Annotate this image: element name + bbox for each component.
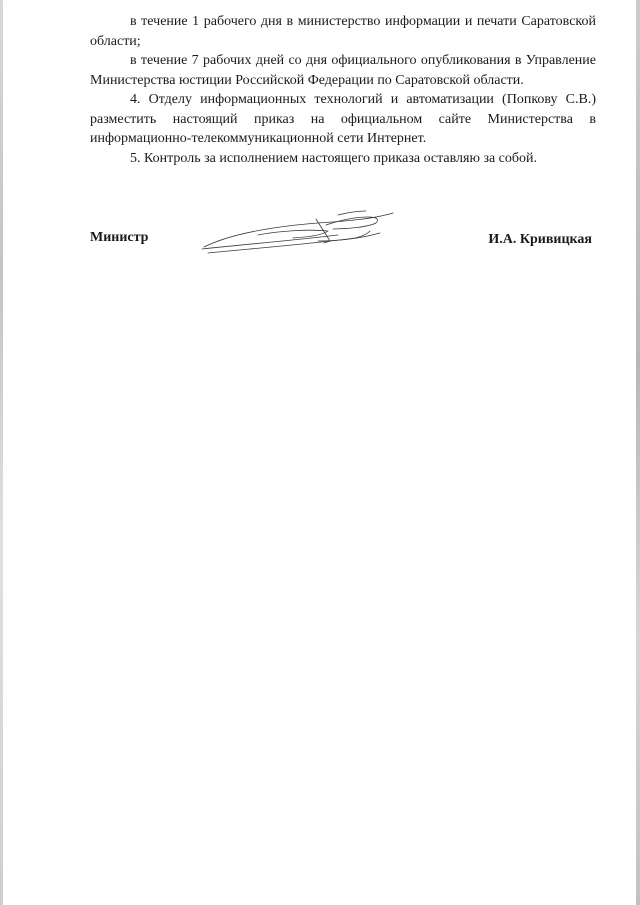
- paragraph-item-5: 5. Контроль за исполнением настоящего приказа оставляю за собой.: [130, 150, 538, 166]
- signature-block: [90, 227, 596, 267]
- paragraph-item-4: 4. Отделу информационных технологий и автоматизации (Попкову С.В.) разместить настоящий приказ на официальном сайте Министерства в информационно-телекоммуникационной сети Интернет.: [90, 92, 596, 146]
- scan-edge-left: [0, 0, 3, 905]
- signer-name: И.А. Кривицкая: [488, 232, 592, 247]
- document-body: [90, 12, 596, 168]
- signer-title: Министр: [90, 230, 149, 245]
- scan-edge-right: [636, 0, 640, 905]
- paragraph-publication-justice: в течение 7 рабочих дней со дня официального опубликования в Управление Министерства юстиции Российской Федерации по Саратовской области.: [90, 53, 596, 88]
- paragraph-publication-ministry: в течение 1 рабочего дня в министерство информации и печати Саратовской области;: [90, 14, 596, 49]
- handwritten-signature: [198, 205, 398, 265]
